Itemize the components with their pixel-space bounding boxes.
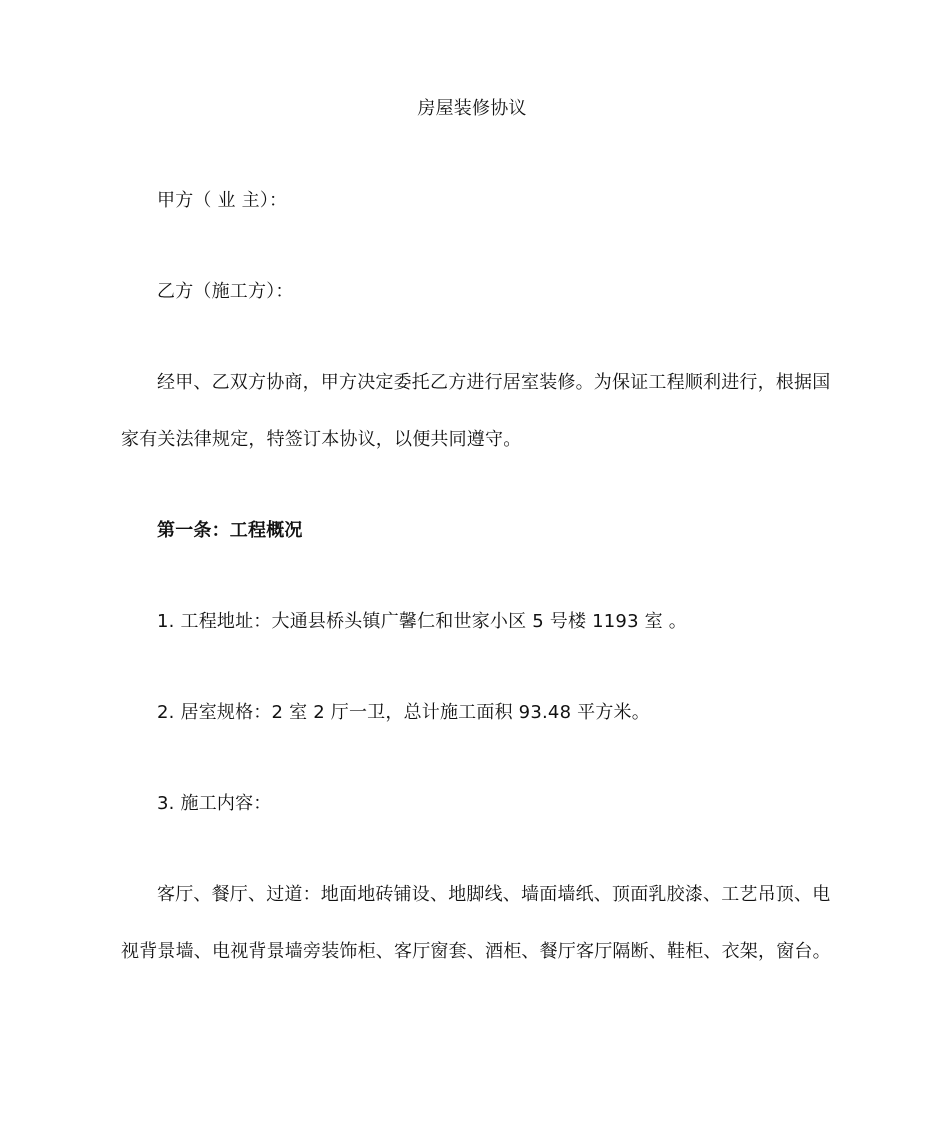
party-a-line: 甲方（ 业 主）： [157,190,288,211]
intro-paragraph-line-1: 经甲、乙双方协商，甲方决定委托乙方进行居室装修。为保证工程顺利进行，根据国 [157,372,831,393]
intro-paragraph-line-2: 家有关法律规定，特签订本协议，以便共同遵守。 [121,429,522,450]
content-paragraph-line-1: 客厅、餐厅、过道：地面地砖铺设、地脚线、墙面墙纸、顶面乳胶漆、工艺吊顶、电 [157,884,831,905]
article-1-heading: 第一条：工程概况 [157,520,303,541]
document-title: 房屋装修协议 [417,98,527,119]
item-1-address: 1. 工程地址：大通县桥头镇广馨仁和世家小区 5 号楼 1193 室 。 [157,611,687,632]
content-paragraph-line-2: 视背景墙、电视背景墙旁装饰柜、客厅窗套、酒柜、餐厅客厅隔断、鞋柜、衣架，窗台。 [121,941,831,962]
item-3-construction-content: 3. 施工内容： [157,793,272,814]
item-2-specification: 2. 居室规格：2 室 2 厅一卫，总计施工面积 93.48 平方米。 [157,702,650,723]
party-b-line: 乙方（施工方）： [157,281,294,302]
